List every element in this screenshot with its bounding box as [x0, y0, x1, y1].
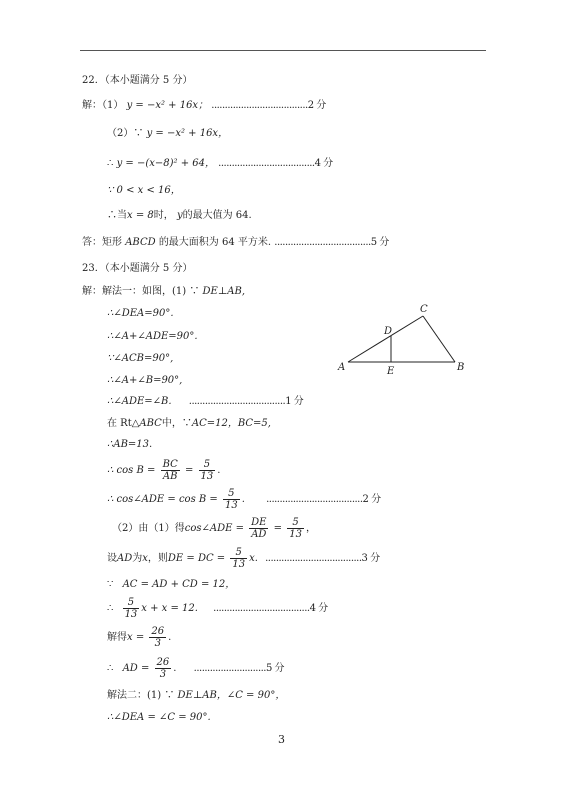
- q23-line8-frac1-den: AB: [162, 471, 178, 482]
- q23-line8-frac2: [199, 459, 216, 482]
- q23-line9-score: ....................................2 分: [266, 494, 381, 505]
- q23-line5: [107, 395, 303, 409]
- q22-step2-formula: y = −x² + 16x，: [146, 128, 229, 139]
- q23-line14-end: .: [168, 632, 172, 643]
- q23-line13-frac-den: 13: [124, 609, 138, 620]
- q23-line13-frac-num: 5: [123, 597, 140, 609]
- q23-line10-frac1-num: DE: [251, 517, 267, 528]
- q23-line8-frac1: [161, 459, 180, 482]
- q23-line10-frac1-den: AD: [251, 529, 267, 540]
- q23-line6-rt: 在 Rt△: [107, 418, 140, 429]
- q23-line7: [107, 438, 152, 452]
- label-d: D: [384, 326, 393, 337]
- q23-method2-given: DE⊥AB，∠C = 90°，: [177, 690, 286, 701]
- q23-method2-line2-text: ∴∠DEA = ∠C = 90°.: [107, 712, 211, 723]
- q22-step5-shi: 时，: [153, 210, 174, 221]
- q23-line10-cos: cos∠ADE =: [184, 523, 244, 534]
- q23-line8-frac2-den: 13: [200, 471, 214, 482]
- q22-heading: [82, 74, 192, 88]
- q23-line11: [107, 547, 380, 571]
- q23-line15-therefore: ∴: [107, 663, 114, 674]
- q23-line9-end: .: [241, 494, 245, 505]
- q23-line13-eq: x + x = 12.: [141, 603, 198, 614]
- q23-line11-ad: AD: [117, 553, 133, 564]
- q22-answer-text: 的最大面积为 64 平方米.: [158, 237, 272, 248]
- q23-line15-end: .: [173, 663, 177, 674]
- q23-line10-frac2: [287, 517, 304, 540]
- q23-line12-sum: AC = AD + CD = 12，: [122, 579, 236, 590]
- q23-line2: [107, 330, 198, 344]
- label-c: C: [420, 304, 428, 315]
- q22-answer-prefix: 答：矩形: [82, 237, 122, 248]
- q23-line8-frac1-num: BC: [162, 459, 178, 470]
- label-b: B: [457, 362, 465, 373]
- q23-line12-because: ∵: [107, 579, 114, 590]
- q23-line10-frac2-den: 13: [289, 529, 302, 540]
- q23-line11-as: 为: [132, 553, 143, 564]
- q22-step4: [107, 184, 181, 198]
- q23-line14-frac-den: 3: [154, 638, 161, 649]
- q23-line8-eq: =: [184, 465, 194, 476]
- q22-step1: [82, 99, 326, 113]
- q23-line9: [107, 488, 381, 512]
- q23-line15-frac-den: 3: [159, 669, 167, 680]
- q23-heading: [82, 262, 192, 276]
- q23-line8-end: .: [217, 465, 221, 476]
- q23-line11-de-dc: DE = DC =: [167, 553, 226, 564]
- q23-method1-perp: DE⊥AB,: [202, 286, 246, 297]
- q23-line11-x: x: [142, 553, 148, 564]
- q23-line11-x2: x: [249, 553, 255, 564]
- q23-line3: [107, 352, 173, 366]
- q23-line3-text: ∵∠ACB=90°,: [107, 353, 174, 364]
- q23-line11-frac: [230, 547, 247, 570]
- q22-step3: [107, 157, 333, 171]
- q23-line9-frac: [223, 488, 240, 511]
- q22-step5-x: x = 8: [127, 210, 154, 221]
- header-rule: [80, 50, 486, 51]
- q23-line10-from: （2）由（1）得: [112, 523, 185, 534]
- q23-line11-frac-den: 13: [232, 559, 246, 570]
- label-a: A: [338, 362, 346, 373]
- q23-line10-frac1: [249, 517, 268, 540]
- q23-line11-end: .: [254, 553, 258, 564]
- q23-method1: [82, 285, 245, 299]
- q22-step1-score: ....................................2 分: [211, 100, 326, 111]
- q23-line13-score: ....................................4 分: [213, 603, 328, 614]
- q23-line14-frac-num: 26: [151, 626, 165, 637]
- page-number: 3: [278, 733, 285, 746]
- q23-line13-therefore: ∴: [107, 603, 114, 614]
- q23-method2-line2: [107, 711, 211, 725]
- q23-line8: [107, 459, 220, 483]
- q23-line13: [107, 597, 328, 621]
- q23-method2-label: 解法二：(1) ∵: [107, 690, 175, 701]
- q22-step1-label: 解：（1）: [82, 100, 124, 111]
- q23-line2-text: ∴∠A+∠ADE=90°.: [107, 331, 198, 342]
- label-e: E: [387, 366, 395, 377]
- q23-heading-text: 23．（本小题满分 5 分）: [82, 263, 193, 274]
- q23-line6-in: 中，∵: [161, 418, 192, 429]
- q22-step5-when: ∴当: [107, 210, 127, 221]
- q22-step5-y: y: [176, 210, 183, 221]
- q23-line9-frac-num: 5: [223, 488, 240, 500]
- q23-line9-cos: ∴ cos∠ADE = cos B =: [107, 494, 218, 505]
- q23-line13-frac: [123, 597, 140, 620]
- q23-line11-frac-num: 5: [230, 547, 247, 559]
- q22-step5-max: 的最大值为 64.: [182, 210, 252, 221]
- q23-line10: [112, 517, 316, 541]
- q23-line15: [107, 657, 284, 681]
- q22-step4-range: ∵ 0 < x < 16，: [107, 185, 181, 196]
- q23-line15-score: ...........................5 分: [193, 663, 285, 674]
- q23-line6-sides: AC=12，BC=5,: [191, 418, 271, 429]
- q23-line15-frac: [155, 657, 172, 680]
- q23-line6: [107, 417, 271, 431]
- segment-ac: [348, 316, 423, 362]
- q23-line12: [107, 578, 235, 592]
- q23-line14-x: x =: [127, 632, 145, 643]
- q23-line8-frac2-num: 5: [199, 459, 216, 471]
- q23-line1-text: ∴∠DEA=90°.: [107, 308, 174, 319]
- q22-step2-label: （2）∵: [107, 128, 144, 139]
- q23-line10-eq: =: [273, 523, 283, 534]
- q22-step1-formula: y = −x² + 16x；: [126, 100, 209, 111]
- q23-line15-ad: AD =: [122, 663, 150, 674]
- q22-step3-formula: y = −(x−8)² + 64，: [116, 158, 215, 169]
- q23-line15-frac-num: 26: [156, 657, 170, 668]
- q23-line5-text: ∴∠ADE=∠B.: [107, 396, 172, 407]
- triangle-figure: [330, 298, 470, 380]
- q23-line6-triangle: ABC: [139, 418, 162, 429]
- q23-line10-frac2-num: 5: [287, 517, 304, 529]
- q22-answer-score: ....................................5 分: [274, 237, 389, 248]
- q23-method2: [107, 689, 285, 703]
- q23-line1: [107, 307, 174, 321]
- q23-line10-end: ，: [305, 523, 316, 534]
- q22-answer-shape: ABCD: [125, 237, 156, 248]
- q23-line9-frac-den: 13: [224, 500, 238, 511]
- q23-method1-label: 解：解法一：如图，(1) ∵: [82, 286, 200, 297]
- q23-line11-score: ....................................3 分: [265, 553, 380, 564]
- segment-cb: [423, 316, 455, 362]
- q23-line11-let: 设: [107, 553, 117, 564]
- q23-line11-then: ，则: [147, 553, 168, 564]
- q23-line5-score: ....................................1 分: [188, 396, 304, 407]
- q23-line8-cos: ∴ cos B =: [107, 465, 156, 476]
- q23-line4: [107, 374, 182, 388]
- q22-step5: [107, 209, 252, 223]
- q22-step3-score: ....................................4 分: [218, 158, 333, 169]
- q22-step3-therefore: ∴: [107, 158, 114, 169]
- q22-heading-text: 22．（本小题满分 5 分）: [82, 75, 193, 86]
- q23-line4-text: ∴∠A+∠B=90°,: [107, 375, 183, 386]
- q22-step2: [107, 127, 228, 141]
- q22-answer: [82, 236, 389, 250]
- q23-line14-solve: 解得: [107, 632, 127, 643]
- q23-line14-frac: [149, 626, 166, 649]
- q23-line7-text: ∴AB=13.: [107, 439, 153, 450]
- q23-line14: [107, 626, 171, 650]
